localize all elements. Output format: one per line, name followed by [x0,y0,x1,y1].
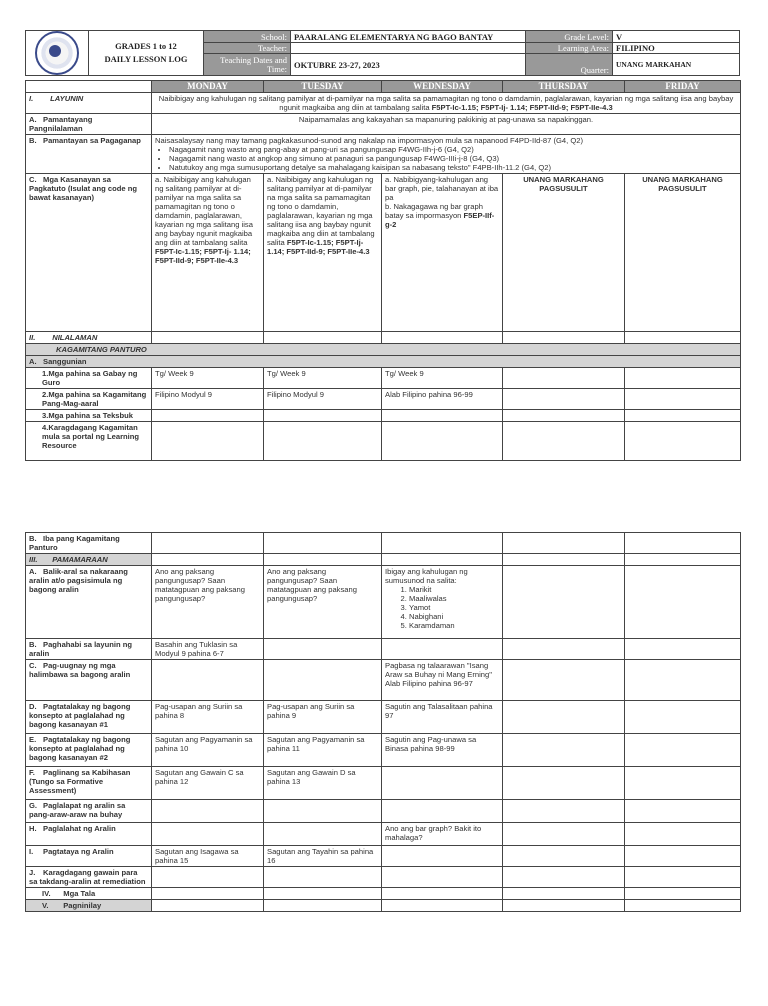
layunin-row [26,93,741,114]
pagtataya-tuesday: Sagutan ang Tayahin sa pahina 16 [264,846,382,867]
layunin-codes: F5PT-Ic-1.15; F5PT-Ij- 1.14; F5PT-IId-9; F5PT-IIe-4.3 [431,103,613,112]
list-item: • Nagagamit nang wasto at angkop ang simuno at panaguri sa pangungusap F4WG-IIIi-j-8 (G4, Q3) [169,154,737,163]
ref1-tuesday: Tg/ Week 9 [264,368,382,389]
list-item: 5. Karamdaman [409,621,499,630]
paglalahat-row [26,823,741,846]
pamantayang-row [26,114,741,135]
pagtatalakay2-wednesday: Sagutin ang Pag-unawa sa Binasa pahina 98-99 [382,734,503,767]
teacher-label: Teacher: [204,43,291,54]
title-line1: GRADES 1 to 12 [115,41,177,51]
ref3-label: 3.Mga pahina sa Teksbuk [26,410,152,422]
day-wednesday: WEDNESDAY [382,81,503,93]
pagaganap-text [152,135,741,174]
area-label: Learning Area: [526,43,613,54]
balikaral-row [26,566,741,639]
balikaral-wednesday: Ibigay ang kahulugan ng sumusunod na salita: 1. Marikit 2. Maaliwalas 3. Yamot 4. Nabighani 5. Karamdaman [382,566,503,639]
paglinang-monday: Sagutan ang Gawain C sa pahina 12 [152,767,264,800]
ref2-label: 2.Mga pahina sa Kagamitang Pang-Mag-aaral [26,389,152,410]
title-line2: DAILY LESSON LOG [104,54,188,64]
pagtatalakay2-row [26,734,741,767]
karagdagan-label: J. Karagdagang gawain para sa takdang-aralin at remediation [26,867,152,888]
lesson-table-part2 [25,532,741,912]
pamamaraan-label: III. PAMAMARAAN [26,554,152,566]
paglalahat-wednesday: Ano ang bar graph? Bakit ito mahalaga? [382,823,503,846]
paguugnay-label: C. Pag-uugnay ng mga halimbawa sa bagong aralin [26,660,152,701]
dates-label: Teaching Dates and Time: [204,54,291,76]
kasanayan-row [26,174,741,332]
day-monday: MONDAY [152,81,264,93]
school-value: PAARALANG ELEMENTARYA NG BAGO BANTAY [291,31,526,43]
pagaganap-label: B. Pamantayan sa Pagaganap [26,135,152,174]
pagtatalakay2-tuesday: Sagutan ang Pagyamanin sa pahina 11 [264,734,382,767]
ref2-tuesday: Filipino Modyul 9 [264,389,382,410]
paglalahat-label: H. Paglalahat ng Aralin [26,823,152,846]
paguugnay-wednesday: Pagbasa ng talaarawan "Isang Araw sa Buhay ni Mang Erning" Alab Filipino pahina 96-97 [382,660,503,701]
area-value: FILIPINO [613,43,740,54]
kagamitan-label: KAGAMITANG PANTURO [26,344,741,356]
paglinang-tuesday: Sagutan ang Gawain D sa pahina 13 [264,767,382,800]
ref3-row [26,410,741,422]
ref1-row [26,368,741,389]
kasanayan-thursday: UNANG MARKAHANG PAGSUSULIT [503,174,625,332]
pagtatalakay2-label: E. Pagtatalakay ng bagong konsepto at paglalahad ng bagong kasanayan #2 [26,734,152,767]
pamantayang-label: A. Pamantayang Pangnilalaman [26,114,152,135]
pamantayang-text: Naipamamalas ang kakayahan sa mapanuring pakikinig at pag-unawa sa napakinggan. [152,114,741,135]
balikaral-label: A. Balik-aral sa nakaraang aralin at/o pagsisimula ng bagong aralin [26,566,152,639]
teacher-value [291,43,526,54]
quarter-value: UNANG MARKAHAN [613,54,740,76]
grade-label: Grade Level: [526,31,613,43]
kasanayan-label: C. Mga Kasanayan sa Pagkatuto (Isulat ang code ng bawat kasanayan) [26,174,152,332]
list-item: • Nagagamit nang wasto ang pang-abay at pang-uri sa pangungusap F4WG-IIh-j-6 (G4, Q2) [169,145,737,154]
pagaganap-row [26,135,741,174]
ibapa-row [26,533,741,554]
document-title [89,31,204,76]
pagtatalakay1-label: D. Pagtatalakay ng bagong konsepto at paglalahad ng bagong kasanayan #1 [26,701,152,734]
seal-icon [35,31,79,75]
paghahabi-monday: Basahin ang Tuklasin sa Modyul 9 pahina 6-7 [152,639,264,660]
pagtataya-label: I. Pagtataya ng Aralin [26,846,152,867]
balikaral-monday: Ano ang paksang pangungusap? Saan matatagpuan ang paksang pangungusap? [152,566,264,639]
paglinang-row [26,767,741,800]
quarter-label: Quarter: [526,54,613,76]
layunin-text-main: Naibibigay ang kahulugan ng salitang pamilyar at di-pamilyar na mga salita sa pamamagitan ng tono o damdamin, paglalarawan, kayarian ng mga salitang iisa ang baybay ngunit magkaiba ang diin at tambalang salita [158,94,734,112]
ref2-monday: Filipino Modyul 9 [152,389,264,410]
kagamitan-row [26,344,741,356]
pagninilay-row [26,900,741,912]
pagtatalakay1-tuesday: Pag-usapan ang Suriin sa pahina 9 [264,701,382,734]
ref4-row [26,422,741,461]
ref2-row [26,389,741,410]
nilalaman-row [26,332,741,344]
kasanayan-monday: a. Naibibigay ang kahulugan ng salitang pamilyar at di-pamilyar na mga salita sa pamamagitan ng tono o damdamin, paglalarawan, kayarian ng mga salitang iisa ang baybay ngunit magkaiba ang diin at tambalang salita F5PT-Ic-1.15; F5PT-Ij- 1.14; F5PT-IId-9; F5PT-IIe-4.3 [152,174,264,332]
tala-label: IV. Mga Tala [26,888,152,900]
layunin-text [152,93,741,114]
sanggunian-label: A. Sanggunian [26,356,741,368]
layunin-label: I. LAYUNIN [26,93,152,114]
ref1-monday: Tg/ Week 9 [152,368,264,389]
day-tuesday: TUESDAY [264,81,382,93]
paghahabi-row [26,639,741,660]
word-list [385,585,499,630]
list-item: 2. Maaliwalas [409,594,499,603]
day-thursday: THURSDAY [503,81,625,93]
list-item: 3. Yamot [409,603,499,612]
school-label: School: [204,31,291,43]
nilalaman-label: II. NILALAMAN [26,332,152,344]
deped-seal [26,31,89,76]
paghahabi-label: B. Paghahabi sa layunin ng aralin [26,639,152,660]
karagdagan-row [26,867,741,888]
kasanayan-wednesday: a. Nabibigyang-kahulugan ang bar graph, pie, talahanayan at iba pa b. Nakagagawa ng bar graph batay sa impormasyon F5EP-IIf-g-2 [382,174,503,332]
ref1-wednesday: Tg/ Week 9 [382,368,503,389]
tala-row [26,888,741,900]
pagtatalakay1-monday: Pag-usapan ang Suriin sa pahina 8 [152,701,264,734]
pagtatalakay1-wednesday: Sagutin ang Talasalitaan pahina 97 [382,701,503,734]
grade-value: V [613,31,740,43]
list-item: 1. Marikit [409,585,499,594]
kasanayan-tuesday: a. Naibibigay ang kahulugan ng salitang pamilyar at di-pamilyar na mga salita sa pamamagitan ng tono o damdamin, paglalarawan, kayarian ng mga salitang iisa ang baybay ngunit magkaiba ang diin at tambalang salita F5PT-Ic-1.15; F5PT-Ij- 1.14; F5PT-IId-9; F5PT-IIe-4.3 [264,174,382,332]
balikaral-tuesday: Ano ang paksang pangungusap? Saan matatagpuan ang paksang pangungusap? [264,566,382,639]
ref2-wednesday: Alab Filipino pahina 96-99 [382,389,503,410]
paglalapat-label: G. Paglalapat ng aralin sa pang-araw-araw na buhay [26,800,152,823]
pagninilay-label: V. Pagninilay [26,900,152,912]
header [25,30,740,75]
day-friday: FRIDAY [625,81,741,93]
pagtataya-monday: Sagutan ang Isagawa sa pahina 15 [152,846,264,867]
pagaganap-list [155,145,737,172]
ibapa-label: B. Iba pang Kagamitang Panturo [26,533,152,554]
dates-value: OKTUBRE 23-27, 2023 [291,54,526,76]
pagtatalakay2-monday: Sagutan ang Pagyamanin sa pahina 10 [152,734,264,767]
sanggunian-row [26,356,741,368]
ref1-label: 1.Mga pahina sa Gabay ng Guro [26,368,152,389]
pagaganap-main: Naisasalaysay nang may tamang pagkakasunod-sunod ang nakalap na impormasyon mula sa napanood F4PD-IId-87 (G4, Q2) [155,136,584,145]
lesson-table-part1 [25,80,741,461]
paglinang-label: F. Paglinang sa Kabihasan (Tungo sa Formative Assessment) [26,767,152,800]
pagtatalakay1-row [26,701,741,734]
day-header-row [26,81,741,93]
paguugnay-row [26,660,741,701]
paglalapat-row [26,800,741,823]
ref4-label: 4.Karagdagang Kagamitan mula sa portal ng Learning Resource [26,422,152,461]
kasanayan-friday: UNANG MARKAHANG PAGSUSULIT [625,174,741,332]
list-item: 4. Nabighani [409,612,499,621]
list-item: • Natutukoy ang mga sumusuportang detalye sa mahalagang kaisipan sa nabasang teksto" F4PB-IIh-11.2 (G4, Q2) [169,163,737,172]
pagtataya-row [26,846,741,867]
pamamaraan-row [26,554,741,566]
